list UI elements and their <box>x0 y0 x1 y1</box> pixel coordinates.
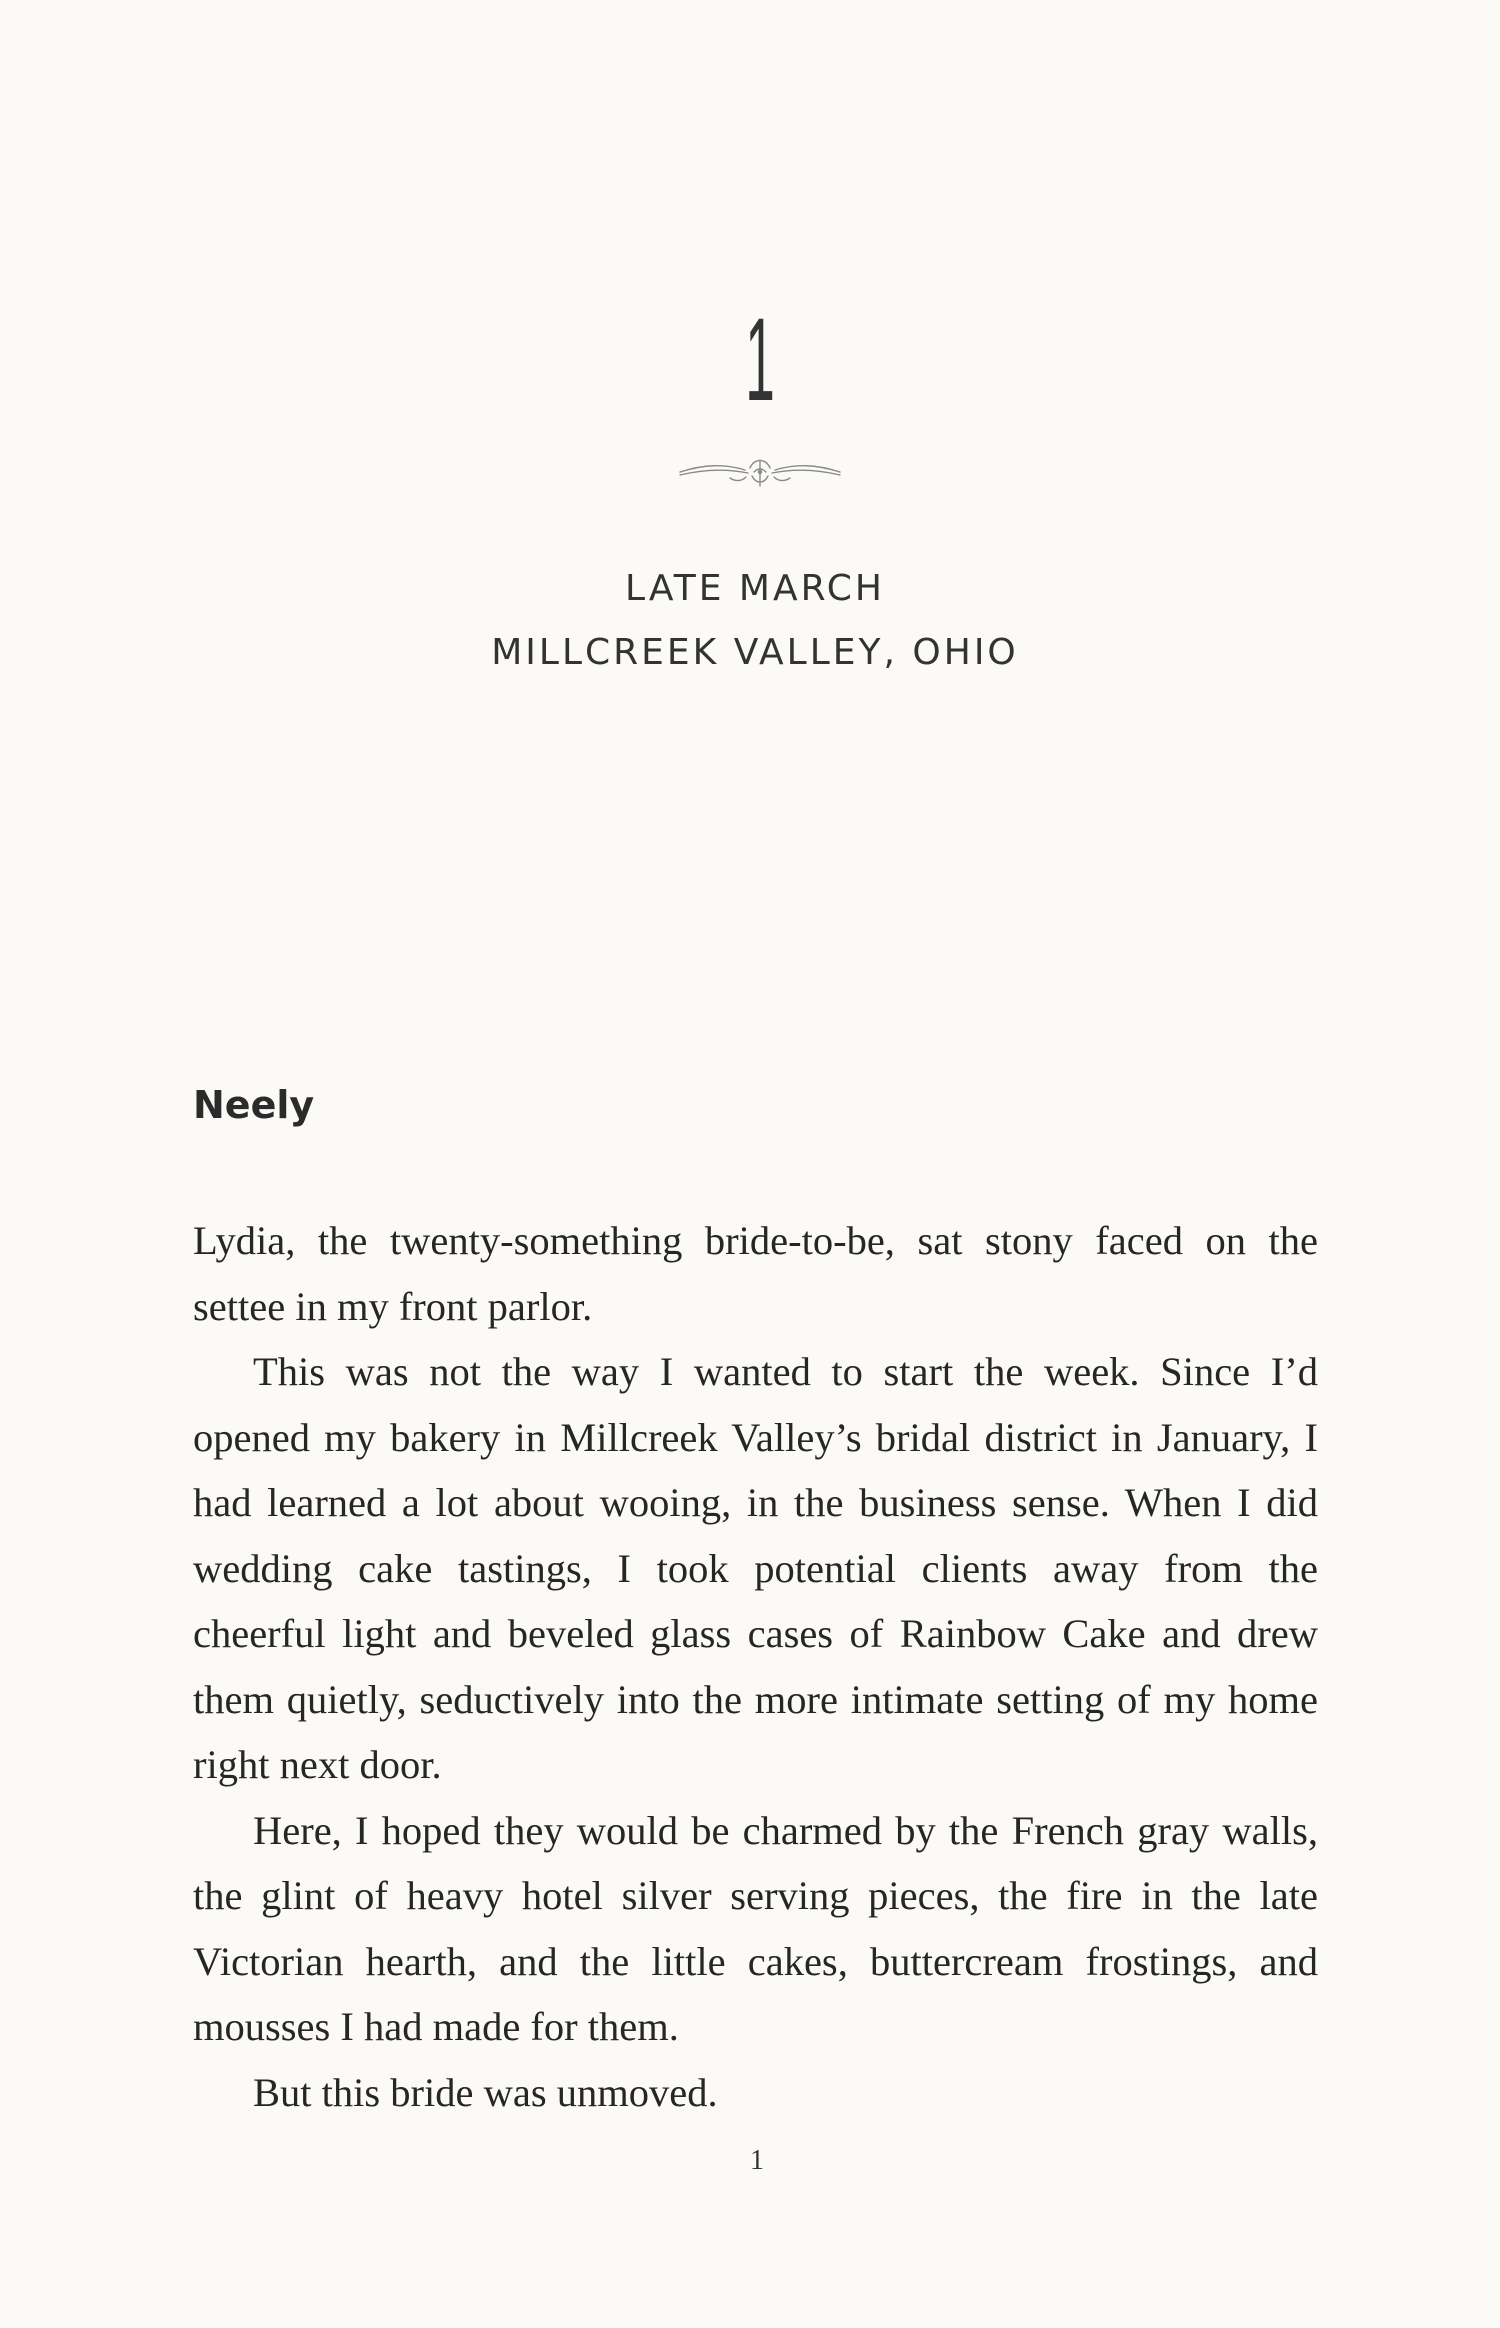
page-number: 1 <box>750 2145 765 2176</box>
ornament-flourish-icon <box>670 450 850 494</box>
pov-character-heading: Neely <box>193 1083 315 1127</box>
paragraph-2: This was not the way I wanted to start the week. Since I’d opened my bakery in Millcreek Valley’s bridal district in January, I had learned a lot about wooing, in the business sense. When I did wedding cake tastings, I took potential clients away from the cheerful light and beveled glass cases of Rainbow Cake and drew them quietly, seductively into the more intimate setting of my home right next door. <box>193 1349 1318 1787</box>
chapter-body <box>193 1208 1318 2125</box>
chapter-setting-time: LATE MARCH <box>624 568 885 609</box>
chapter-setting-place: MILLCREEK VALLEY, OHIO <box>491 632 1019 673</box>
paragraph-4: But this bride was unmoved. <box>253 2069 718 2115</box>
chapter-number: 1 <box>745 294 775 426</box>
paragraph-1: Lydia, the twenty-something bride-to-be, sat stony faced on the settee in my front parlor. <box>193 1218 1318 1329</box>
paragraph-3: Here, I hoped they would be charmed by the French gray walls, the glint of heavy hotel silver serving pieces, the fire in the late Victorian hearth, and the little cakes, buttercream frostings, and mousses I had made for them. <box>193 1807 1318 2049</box>
